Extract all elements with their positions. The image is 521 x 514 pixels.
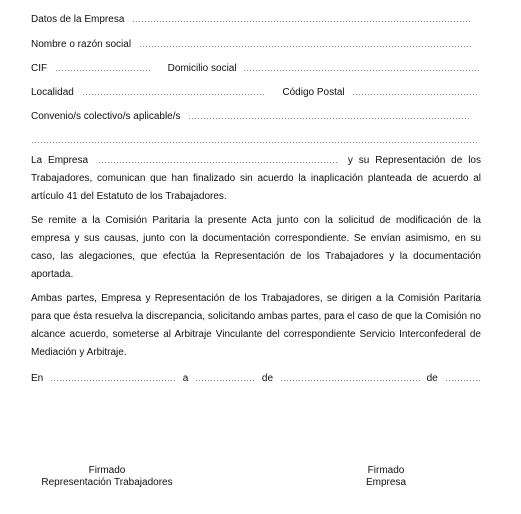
localidad-blank[interactable] — [82, 87, 264, 95]
convenio-blank[interactable] — [188, 111, 471, 119]
codigo-postal-blank[interactable] — [352, 87, 479, 95]
domicilio-blank[interactable] — [243, 63, 479, 71]
month-blank[interactable] — [280, 373, 420, 381]
day-blank[interactable] — [195, 373, 255, 381]
empresa-field-line — [31, 13, 479, 27]
nombre-label: Nombre o razón social — [31, 39, 132, 50]
de-label-2: de — [426, 373, 438, 384]
convenio-continuation-line — [31, 134, 479, 148]
paragraph-arbitraje: Ambas partes, Empresa y Representación de los Trabajadores, se dirigen a la Comisión Paritaria para que ésta resuelva la discrepancia, solicitando ambas partes, para el caso de que la Comisión no alcance acuerdo, someterse al Arbitraje Vinculante del correspondiente Servicio Interconfederal de Mediación y Arbitraje. — [31, 293, 481, 358]
convenio-line — [31, 110, 479, 124]
domicilio-label: Domicilio social — [167, 63, 237, 74]
place-date-line — [31, 370, 481, 388]
codigo-postal-label: Código Postal — [282, 87, 345, 98]
cif-label: CIF — [31, 63, 48, 74]
year-blank[interactable] — [445, 373, 481, 381]
signature-workers-title: Firmado — [88, 465, 126, 476]
localidad-label: Localidad — [31, 87, 74, 98]
empresa-label: Datos de la Empresa — [31, 14, 125, 25]
localidad-cp-line — [31, 86, 479, 100]
p1-start: La Empresa — [31, 155, 89, 166]
a-label: a — [182, 373, 189, 384]
place-blank[interactable] — [50, 373, 176, 381]
signature-company-name: Empresa — [365, 477, 406, 488]
paragraph-remision: Se remite a la Comisión Paritaria la presente Acta junto con la solicitud de modificación de la empresa y sus causas, junto con la documentación correspondiente. Se envían asimismo, en su caso, las alegaciones, que efectúa la Representación de los Trabajadores y la documentación aportada. — [31, 215, 481, 280]
en-label: En — [31, 373, 44, 384]
nombre-field-line — [31, 38, 479, 52]
signature-company — [326, 465, 446, 489]
convenio-blank-continued[interactable] — [31, 135, 479, 143]
signature-workers — [32, 465, 182, 489]
convenio-label: Convenio/s colectivo/s aplicable/s — [31, 111, 181, 122]
cif-blank[interactable] — [55, 63, 151, 71]
cif-domicilio-line — [31, 62, 479, 76]
paragraph-finalizado — [31, 152, 481, 206]
nombre-blank[interactable] — [139, 39, 472, 47]
signature-workers-name: Representación Trabajadores — [41, 477, 173, 488]
empresa-blank[interactable] — [132, 14, 470, 22]
p1-end: y su Representación de los Trabajadores, comunican que han finalizado sin acuerdo la inaplicación planteada de acuerdo al artículo 41 del Estatuto de los Trabajadores. — [31, 155, 481, 202]
de-label-1: de — [261, 373, 274, 384]
signature-company-title: Firmado — [367, 465, 405, 476]
empresa-name-blank[interactable] — [98, 155, 338, 163]
